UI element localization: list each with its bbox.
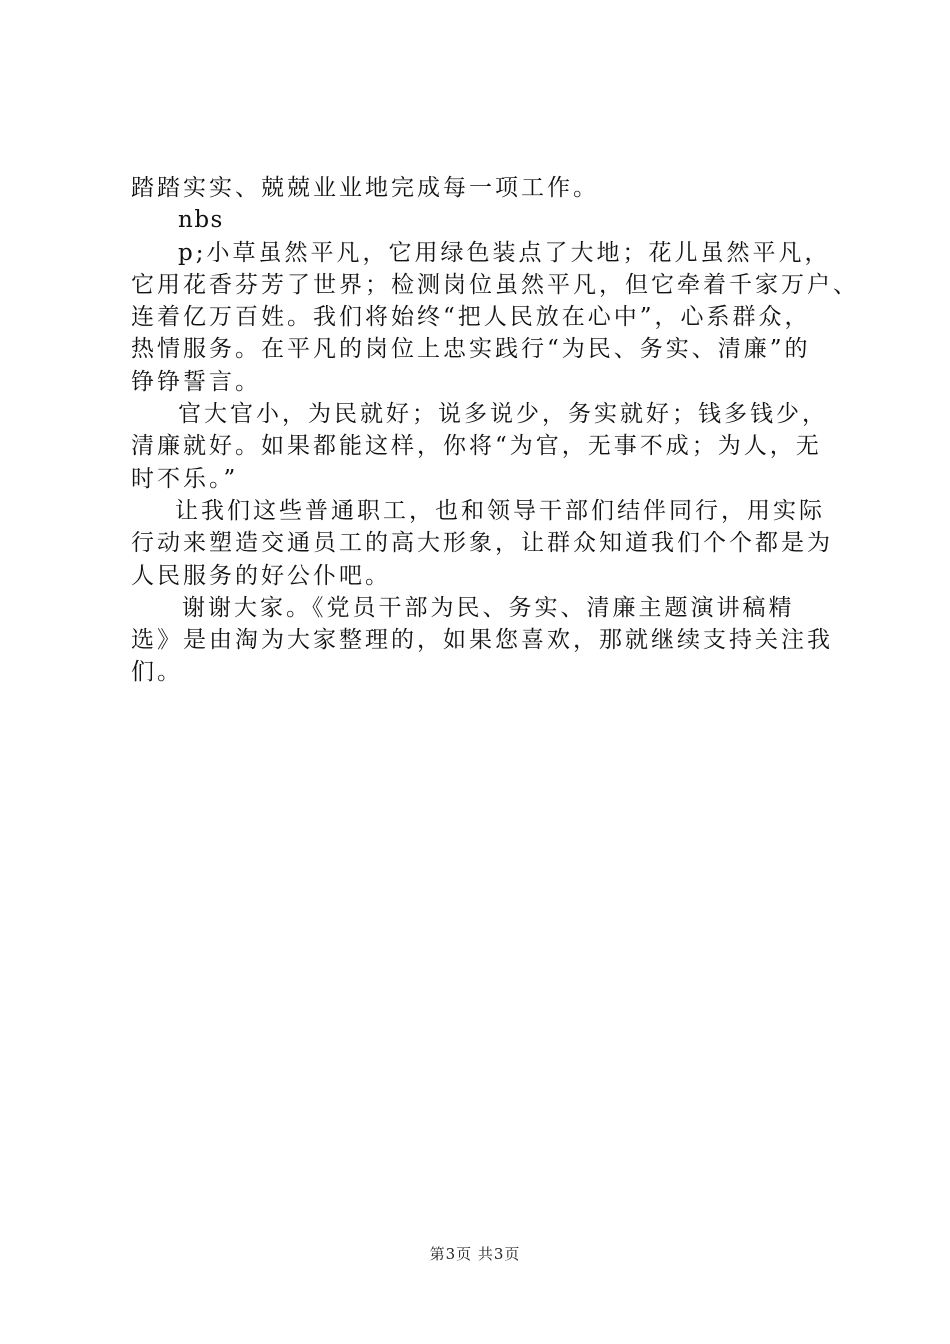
text-line: 们。 [131, 659, 183, 686]
text-line: 时不乐。” [131, 465, 239, 492]
text-line: 行动来塑造交通员工的高大形象，让群众知道我们个个都是为 [131, 530, 833, 557]
text-line: 清廉就好。如果都能这样，你将“为官，无事不成；为人，无 [131, 433, 822, 460]
text-line: 人民服务的好公仆吧。 [131, 562, 391, 589]
text-line: 连着亿万百姓。我们将始终“把人民放在心中”，心系群众， [131, 304, 811, 331]
text-line: 选》是由淘为大家整理的，如果您喜欢，那就继续支持关注我 [131, 627, 833, 654]
text-line: 让我们这些普通职工，也和领导干部们结伴同行，用实际 [175, 497, 825, 524]
text-line: 它用花香芬芳了世界；检测岗位虽然平凡，但它牵着千家万户、 [131, 271, 859, 298]
paragraph-1 [131, 172, 851, 204]
page-number-label: 第3页 共3页 [429, 1245, 521, 1263]
paragraph-4 [131, 495, 851, 592]
text-line: 踏踏实实、兢兢业业地完成每一项工作。 [131, 175, 599, 201]
text-line: 铮铮誓言。 [131, 368, 261, 395]
paragraph-3 [131, 398, 851, 495]
text-line: 热情服务。在平凡的岗位上忠实践行“为民、务实、清廉”的 [131, 336, 811, 363]
paragraph-2 [131, 204, 859, 398]
text-line: 官大官小，为民就好；说多说少，务实就好；钱多钱少， [178, 401, 828, 428]
page-footer [0, 1243, 950, 1264]
document-body [131, 172, 859, 689]
paragraph-5 [131, 592, 851, 689]
text-line: p;小草虽然平凡，它用绿色装点了大地；花儿虽然平凡， [178, 239, 831, 266]
text-line: 谢谢大家。《党员干部为民、务实、清廉主题演讲稿精 [182, 594, 795, 621]
text-line: nbs [178, 207, 224, 234]
